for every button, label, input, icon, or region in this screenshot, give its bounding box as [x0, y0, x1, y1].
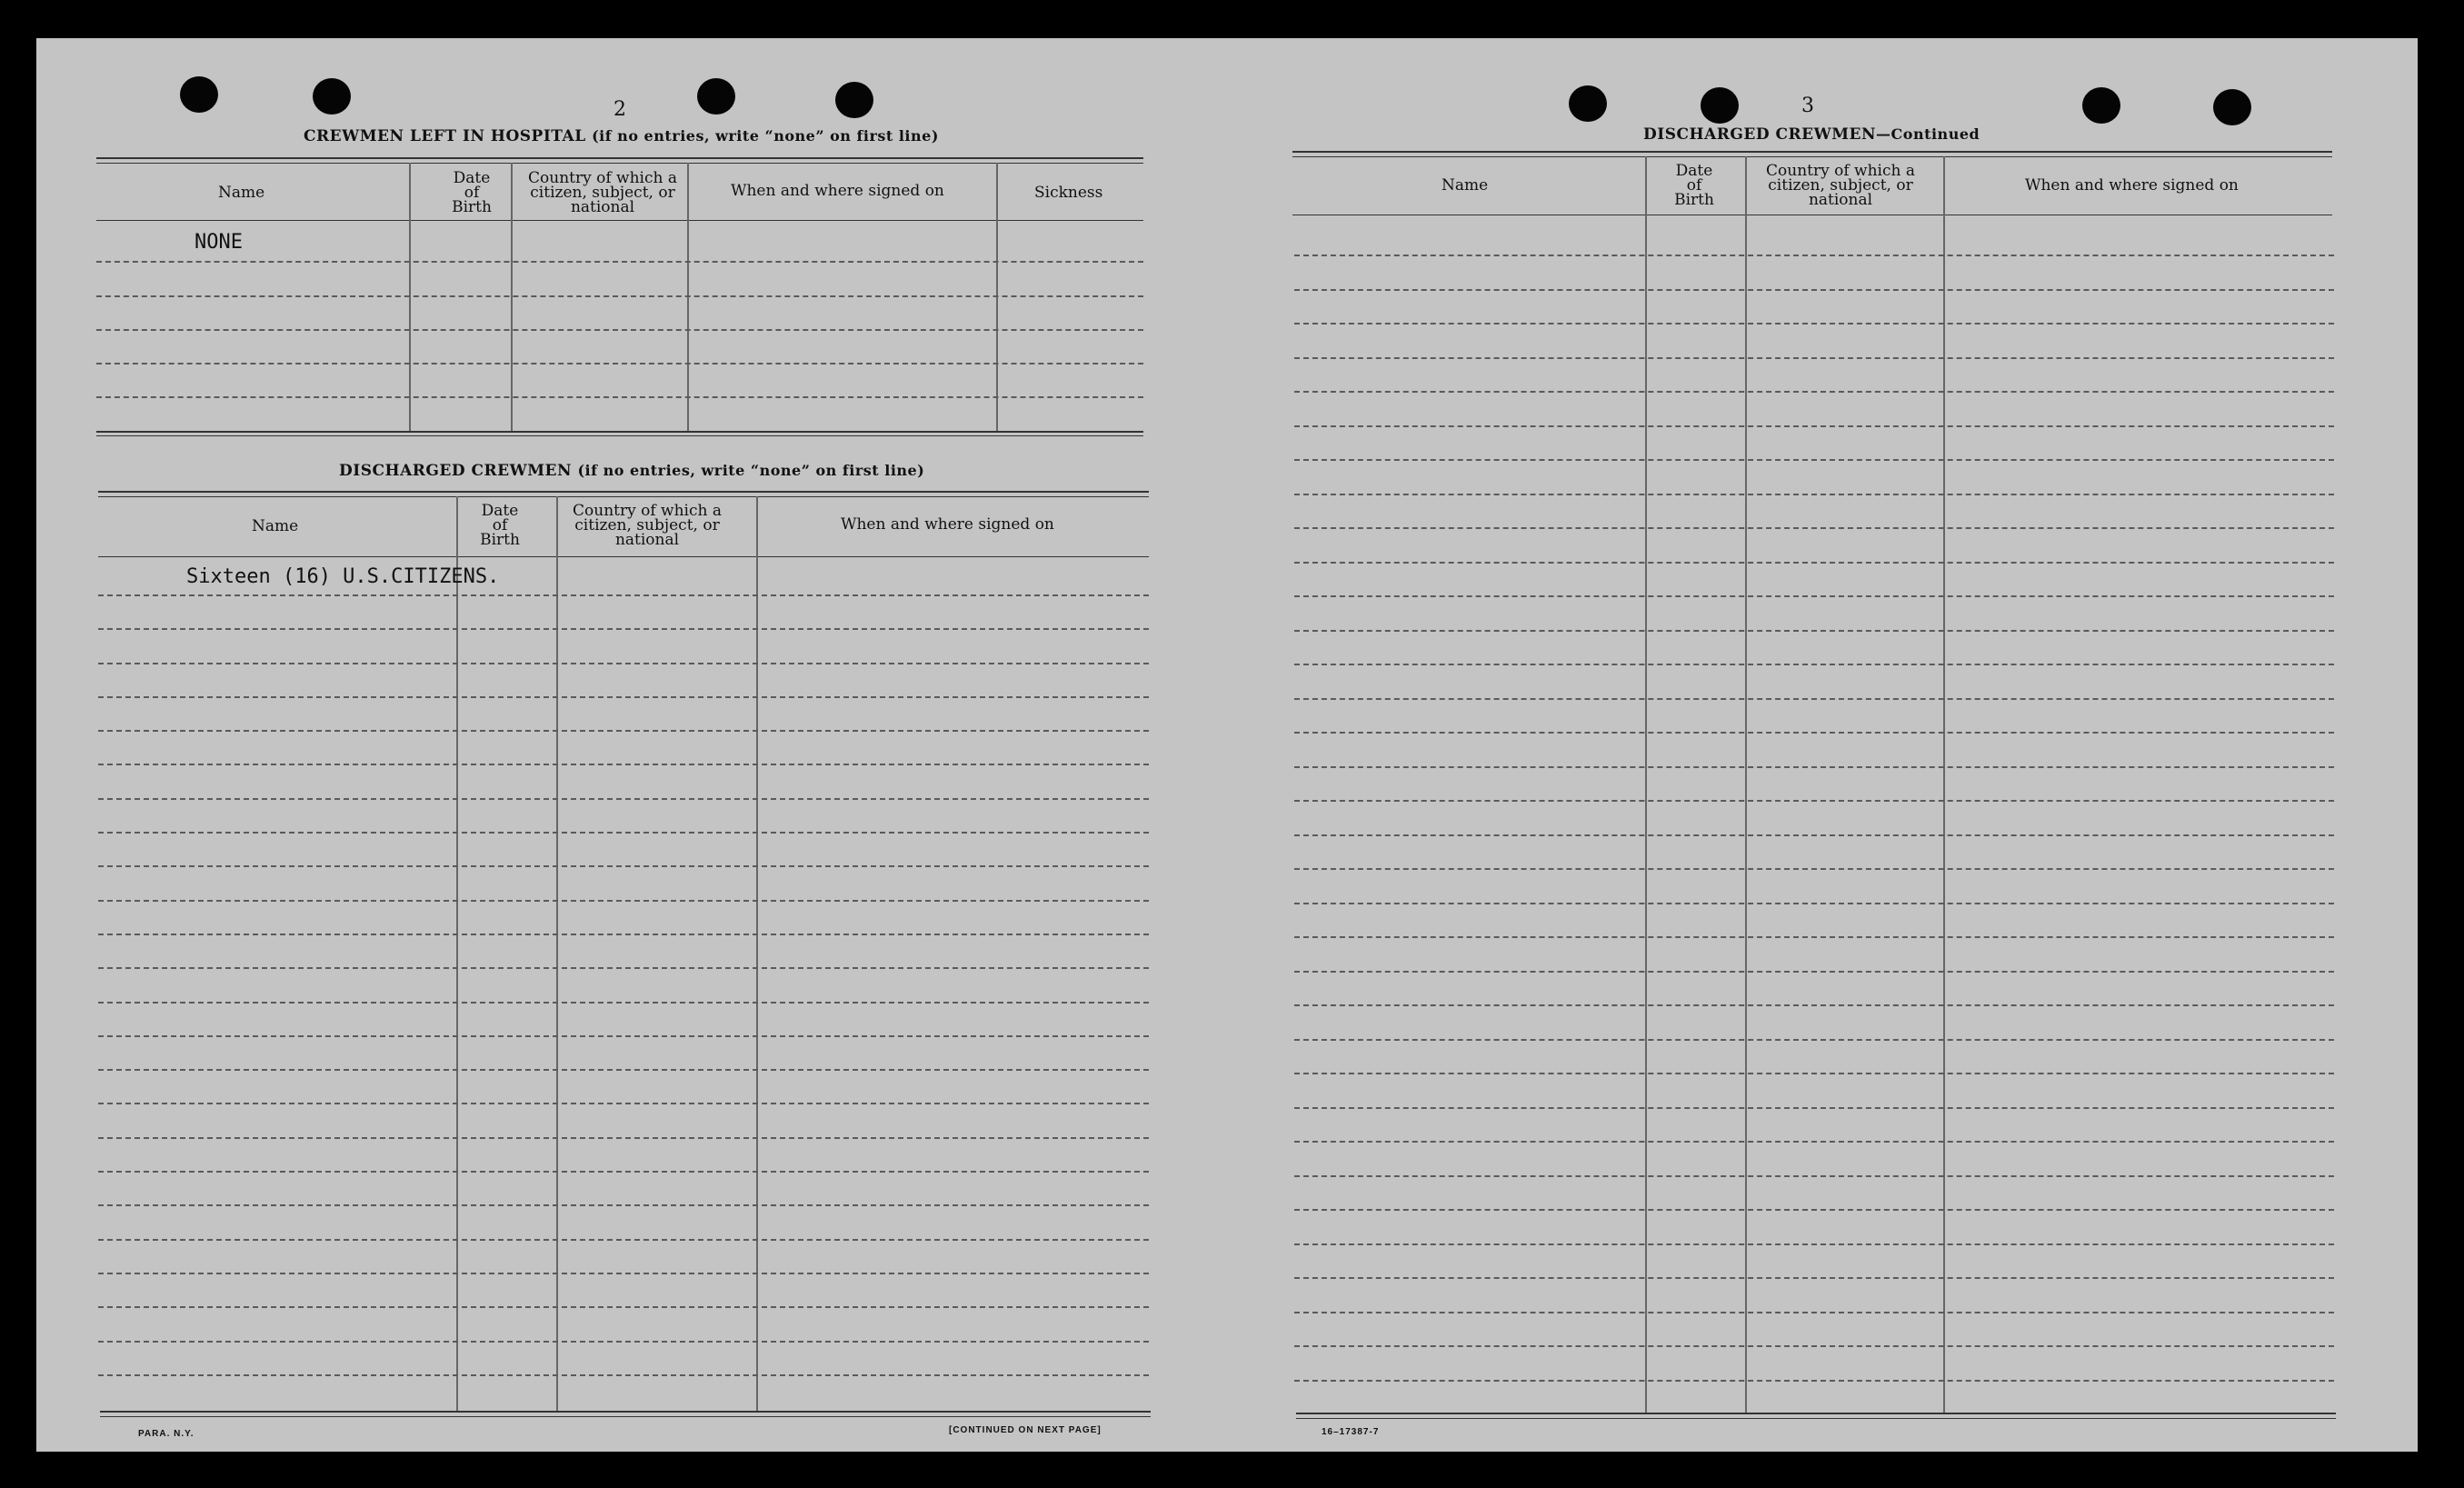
discharged-continued-title	[1643, 125, 1980, 144]
entry-line	[98, 1273, 1149, 1274]
column-divider	[1645, 156, 1647, 1413]
entry-line	[1294, 936, 2334, 938]
entry-line	[98, 1341, 1149, 1343]
table-bottom-rule	[1296, 1418, 2336, 1419]
column-divider	[1745, 156, 1747, 1413]
entry-line	[98, 764, 1149, 765]
entry-line	[98, 1002, 1149, 1004]
continued-label: —Continued	[1876, 125, 1980, 143]
hospital-section-title	[304, 127, 939, 145]
entry-line	[1294, 868, 2334, 870]
entry-line	[1294, 459, 2334, 461]
table-bottom-rule	[96, 431, 1143, 433]
entry-line	[1294, 357, 2334, 359]
entry-line	[1294, 1107, 2334, 1109]
punch-hole	[180, 76, 218, 113]
form-sheet	[36, 38, 2418, 1452]
entry-line	[1294, 1345, 2334, 1347]
header-rule	[96, 220, 1143, 221]
entry-line	[98, 1239, 1149, 1241]
punch-hole	[313, 78, 351, 115]
entry-line	[98, 1171, 1149, 1173]
entry-line	[1294, 289, 2334, 291]
table-top-rule	[98, 496, 1149, 497]
table-top-rule	[1292, 151, 2332, 153]
entry-line	[98, 628, 1149, 630]
column-header-country: Country of which a citizen, subject, or national	[573, 502, 722, 549]
entry-line	[1294, 323, 2334, 325]
column-header-name: Name	[1441, 176, 1489, 195]
entry-line	[1294, 255, 2334, 256]
entry-line	[1294, 698, 2334, 700]
entry-line	[96, 261, 1143, 263]
table-bottom-rule	[100, 1416, 1151, 1417]
column-header-country: Country of which a citizen, subject, or national	[1766, 162, 1915, 209]
column-header-when-where: When and where signed on	[2025, 176, 2239, 195]
column-header-when-where: When and where signed on	[841, 515, 1054, 534]
discharged-first-entry: Sixteen (16) U.S.CITIZENS.	[186, 565, 500, 588]
entry-line	[1294, 527, 2334, 529]
table-top-rule	[96, 157, 1143, 159]
punch-hole	[835, 82, 873, 118]
entry-line	[1294, 766, 2334, 768]
punch-hole	[2213, 89, 2251, 125]
punch-hole	[1569, 85, 1607, 122]
column-header-name: Name	[218, 184, 265, 202]
section-title-text: DISCHARGED CREWMEN	[1643, 125, 1877, 144]
column-divider	[1943, 156, 1945, 1413]
entry-line	[98, 1137, 1149, 1139]
continued-note: [CONTINUED ON NEXT PAGE]	[949, 1425, 1102, 1435]
entry-line	[98, 1035, 1149, 1037]
entry-line	[1294, 1312, 2334, 1313]
printer-mark: PARA. N.Y.	[138, 1429, 195, 1439]
entry-line	[1294, 903, 2334, 904]
table-bottom-rule	[100, 1411, 1151, 1413]
entry-line	[98, 1374, 1149, 1376]
entry-line	[1294, 971, 2334, 973]
entry-line	[96, 396, 1143, 398]
entry-line	[1294, 732, 2334, 734]
column-header-date-of-birth: Date of Birth	[452, 169, 492, 216]
table-top-rule	[98, 491, 1149, 493]
entry-line	[1294, 1004, 2334, 1006]
entry-line	[1294, 494, 2334, 495]
entry-line	[96, 363, 1143, 365]
entry-line	[98, 1204, 1149, 1206]
entry-line	[98, 865, 1149, 867]
punch-hole	[697, 78, 735, 115]
column-header-sickness: Sickness	[1034, 184, 1103, 202]
entry-line	[98, 967, 1149, 969]
entry-line	[98, 832, 1149, 834]
entry-line	[1294, 1175, 2334, 1177]
page-number: 3	[1801, 95, 1814, 117]
hospital-first-entry: NONE	[195, 231, 243, 254]
entry-line	[98, 696, 1149, 698]
section-title-text: DISCHARGED CREWMEN	[339, 462, 573, 480]
entry-line	[1294, 1380, 2334, 1382]
table-bottom-rule	[1296, 1413, 2336, 1414]
entry-line	[98, 1103, 1149, 1104]
form-code: 16–17387-7	[1322, 1427, 1380, 1437]
column-header-name: Name	[252, 517, 299, 535]
column-header-when-where: When and where signed on	[731, 182, 944, 200]
column-header-date-of-birth: Date of Birth	[480, 502, 520, 549]
entry-line	[1294, 630, 2334, 632]
entry-line	[98, 730, 1149, 732]
entry-line	[98, 1069, 1149, 1071]
column-header-country: Country of which a citizen, subject, or national	[528, 169, 677, 216]
entry-line	[98, 1306, 1149, 1308]
section-title-text: CREWMEN LEFT IN HOSPITAL	[304, 127, 586, 145]
table-top-rule	[96, 163, 1143, 164]
entry-line	[1294, 1039, 2334, 1041]
entry-line	[1294, 1243, 2334, 1245]
entry-line	[98, 798, 1149, 800]
entry-line	[98, 594, 1149, 596]
punch-hole	[2082, 87, 2120, 124]
table-bottom-rule	[96, 435, 1143, 436]
entry-line	[1294, 391, 2334, 393]
entry-line	[1294, 1073, 2334, 1074]
entry-line	[1294, 1277, 2334, 1279]
entry-line	[98, 663, 1149, 664]
section-instruction: (if no entries, write “none” on first line)	[592, 127, 939, 145]
page-number: 2	[614, 98, 626, 121]
entry-line	[1294, 664, 2334, 665]
entry-line	[1294, 1141, 2334, 1143]
header-rule	[98, 556, 1149, 557]
column-header-date-of-birth: Date of Birth	[1674, 162, 1714, 209]
entry-line	[1294, 595, 2334, 597]
entry-line	[98, 934, 1149, 935]
entry-line	[1294, 562, 2334, 564]
entry-line	[1294, 1209, 2334, 1211]
section-instruction: (if no entries, write “none” on first line)	[577, 462, 925, 479]
entry-line	[1294, 425, 2334, 427]
table-top-rule	[1292, 156, 2332, 157]
discharged-section-title	[339, 462, 924, 480]
entry-line	[1294, 800, 2334, 802]
entry-line	[1294, 834, 2334, 836]
punch-hole	[1701, 87, 1739, 124]
entry-line	[96, 329, 1143, 331]
entry-line	[96, 295, 1143, 297]
entry-line	[98, 900, 1149, 902]
